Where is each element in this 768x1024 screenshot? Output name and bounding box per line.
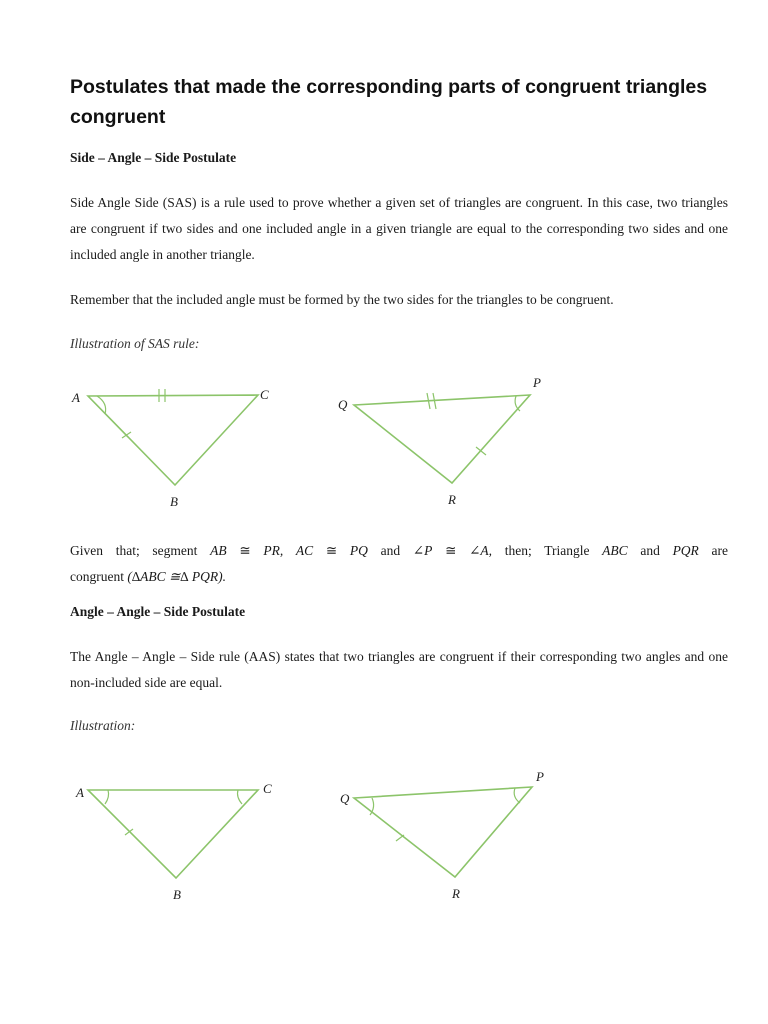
vertex-label-q: Q	[340, 791, 350, 806]
sas-given-statement: Given that; segment AB ≅ PR, AC ≅ PQ and ∠P ≅ ∠A, then; Triangle ABC and PQR are congruent (∆ABC ≅∆ PQR).	[70, 543, 728, 584]
vertex-label-c: C	[263, 781, 272, 796]
page-title: Postulates that made the corresponding parts of congruent triangles congruent	[70, 76, 708, 128]
vertex-label-c: C	[260, 387, 269, 402]
sas-illustration-caption: Illustration of SAS rule:	[70, 336, 200, 351]
vertex-label-r: R	[452, 886, 460, 901]
sas-triangle-abc	[71, 387, 269, 509]
vertex-label-q: Q	[338, 397, 348, 412]
aas-illustration-caption: Illustration:	[70, 718, 136, 733]
vertex-label-b: B	[173, 887, 181, 902]
vertex-label-p: P	[533, 375, 541, 390]
vertex-label-p: P	[536, 769, 544, 784]
aas-heading: Angle – Angle – Side Postulate	[70, 604, 246, 619]
aas-triangle-abc	[75, 781, 272, 902]
vertex-label-a: A	[72, 390, 80, 405]
vertex-label-r: R	[448, 492, 456, 507]
sas-paragraph-2: Remember that the included angle must be formed by the two sides for the triangles to be congruent.	[70, 292, 614, 307]
sas-paragraph-1: Side Angle Side (SAS) is a rule used to prove whether a given set of triangles are congruent. In this case, two triangles are congruent if two sides and one included angle in a given triangle are equal to the corresponding two sides and one included angle in another triangle.	[70, 195, 728, 262]
aas-figure	[70, 765, 730, 915]
vertex-label-b: B	[170, 494, 178, 509]
sas-triangle-pqr	[338, 375, 541, 507]
vertex-label-a: A	[76, 785, 84, 800]
aas-triangle-pqr	[340, 769, 544, 901]
sas-heading: Side – Angle – Side Postulate	[70, 150, 237, 165]
sas-figure	[70, 375, 730, 515]
aas-paragraph-1: The Angle – Angle – Side rule (AAS) states that two triangles are congruent if their corresponding two angles and one non-included side are equal.	[70, 649, 728, 690]
